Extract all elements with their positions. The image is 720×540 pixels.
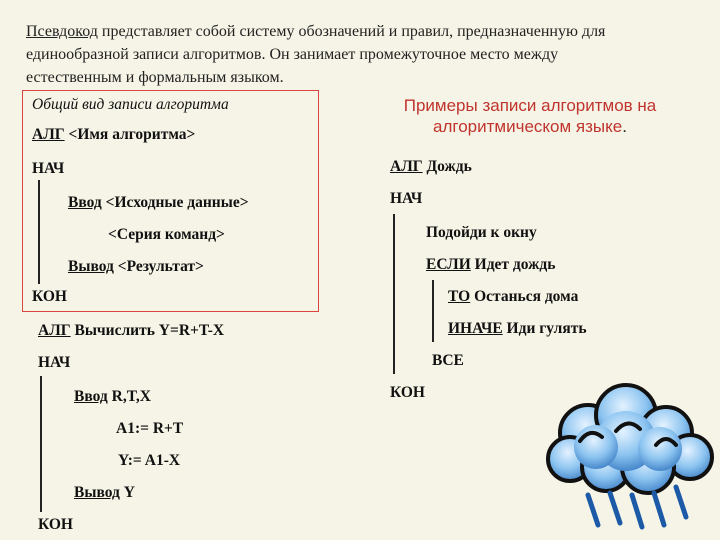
intro-line2: единообразной записи алгоритмов. Он занимает промежуточное место между [26,46,559,63]
rain-block-bar [393,214,395,374]
rain-cloud-icon [540,375,720,535]
rain-end: КОН [390,384,425,401]
general-output-line [68,258,204,276]
intro-line1: представляет собой систему обозначений и правил, предназначенную для [97,23,606,40]
general-series: <Серия команд> [108,226,225,243]
examples-title-dot: . [622,117,627,136]
rain-alg-line [390,158,472,176]
rain-endif: ВСЕ [432,352,464,369]
intro-paragraph [26,20,706,89]
general-input-rest: <Исходные данные> [101,194,249,211]
general-alg-keyword: АЛГ [32,126,65,143]
calc-output-rest: Y [119,484,135,501]
rain-start: НАЧ [390,190,423,207]
rain-else-line [448,320,587,338]
general-end: КОН [32,288,67,305]
rain-if-bar [432,280,434,342]
general-title: Общий вид записи алгоритма [32,96,229,113]
calc-output-keyword: Вывод [74,484,120,501]
calc-alg-line [38,322,224,340]
general-output-rest: <Результат> [113,258,204,275]
calc-y-line: Y:= A1-X [118,452,181,469]
rain-step1: Подойди к окну [426,224,537,241]
calc-alg-name: Вычислить Y=R+T-X [70,322,225,339]
examples-title-line2: алгоритмическом языке [433,117,623,136]
rain-if-line [426,256,555,274]
rain-if-condition: Идет дождь [470,256,556,273]
general-block-bar [38,180,40,284]
rain-then-keyword: ТО [448,288,471,305]
rain-then-action: Останься дома [470,288,579,305]
calc-start: НАЧ [38,354,71,371]
term-pseudocode: Псевдокод [26,23,98,40]
general-output-keyword: Вывод [68,258,114,275]
calc-input-line [74,388,151,406]
rain-alg-name: Дождь [422,158,472,175]
calc-block-bar [40,376,42,512]
general-input-keyword: Ввод [68,194,102,211]
general-input-line [68,194,249,212]
general-start: НАЧ [32,160,65,177]
examples-title [370,95,690,137]
calc-input-keyword: Ввод [74,388,108,405]
rain-else-keyword: ИНАЧЕ [448,320,503,337]
examples-title-line1: Примеры записи алгоритмов на [403,96,657,115]
general-alg-name: <Имя алгоритма> [64,126,196,143]
calc-output-line [74,484,135,502]
general-alg-line [32,126,195,144]
rain-then-line [448,288,578,306]
intro-line3: естественным и формальным языком. [26,69,284,86]
calc-end: КОН [38,516,73,533]
rain-if-keyword: ЕСЛИ [426,256,471,273]
calc-a1-line: A1:= R+T [116,420,184,437]
rain-else-action: Иди гулять [502,320,587,337]
calc-alg-keyword: АЛГ [38,322,71,339]
rain-alg-keyword: АЛГ [390,158,423,175]
calc-input-rest: R,T,X [107,388,151,405]
